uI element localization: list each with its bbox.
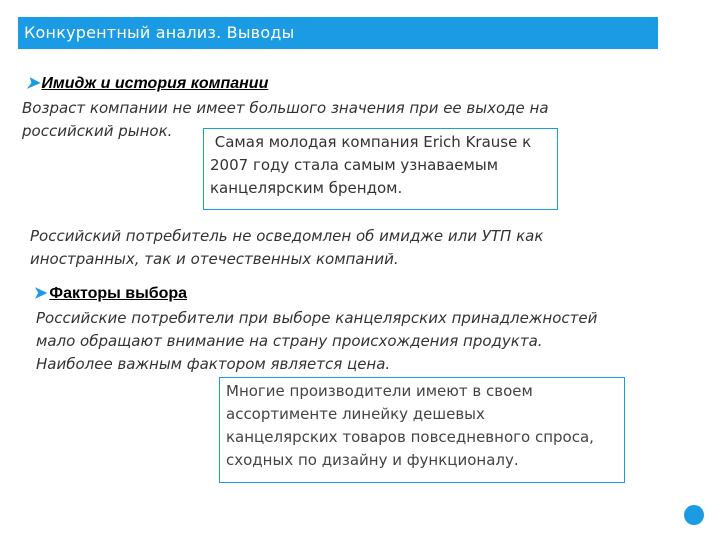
arrow-bullet-icon: ➤ xyxy=(34,285,48,302)
heading-choice-factors xyxy=(34,283,187,303)
callout-line: Многие производители имеют в своем xyxy=(226,382,533,400)
paragraph-line: Российский потребитель не осведомлен об имидже или УТП как xyxy=(30,227,544,245)
paragraph-line: Российские потребители при выборе канцелярских принадлежностей xyxy=(36,309,598,327)
arrow-bullet-icon: ➤ xyxy=(26,75,40,92)
callout-line: 2007 году стала самым узнаваемым xyxy=(210,156,499,174)
paragraph-line: Возраст компании не имеет большого значения при ее выходе на xyxy=(22,99,549,117)
paragraph-line: Наиболее важным фактором является цена. xyxy=(36,355,391,373)
heading-image-history xyxy=(26,73,268,93)
callout-box-erich-krause xyxy=(203,128,558,210)
heading-choice-factors-text: Факторы выбора xyxy=(49,285,188,302)
paragraph-line: иностранных, так и отечественных компаний. xyxy=(30,250,399,268)
callout-box-manufacturers xyxy=(219,377,625,483)
callout-line: сходных по дизайну и функционалу. xyxy=(226,451,519,469)
callout-line: ассортименте линейку дешевых xyxy=(226,405,485,423)
callout-line: Самая молодая компания Erich Krause к xyxy=(210,133,532,151)
paragraph-choice-factors xyxy=(36,307,597,376)
slide-title: Конкурентный анализ. Выводы xyxy=(18,17,658,49)
paragraph-line: российский рынок. xyxy=(22,122,173,140)
paragraph-line: мало обращают внимание на страну происхождения продукта. xyxy=(36,332,543,350)
circle-icon xyxy=(684,505,704,525)
heading-image-history-text: Имидж и история компании xyxy=(41,75,269,92)
paragraph-consumer-awareness xyxy=(30,225,543,271)
callout-line: канцелярских товаров повседневного спроса, xyxy=(226,428,594,446)
callout-line: канцелярским брендом. xyxy=(210,179,403,197)
